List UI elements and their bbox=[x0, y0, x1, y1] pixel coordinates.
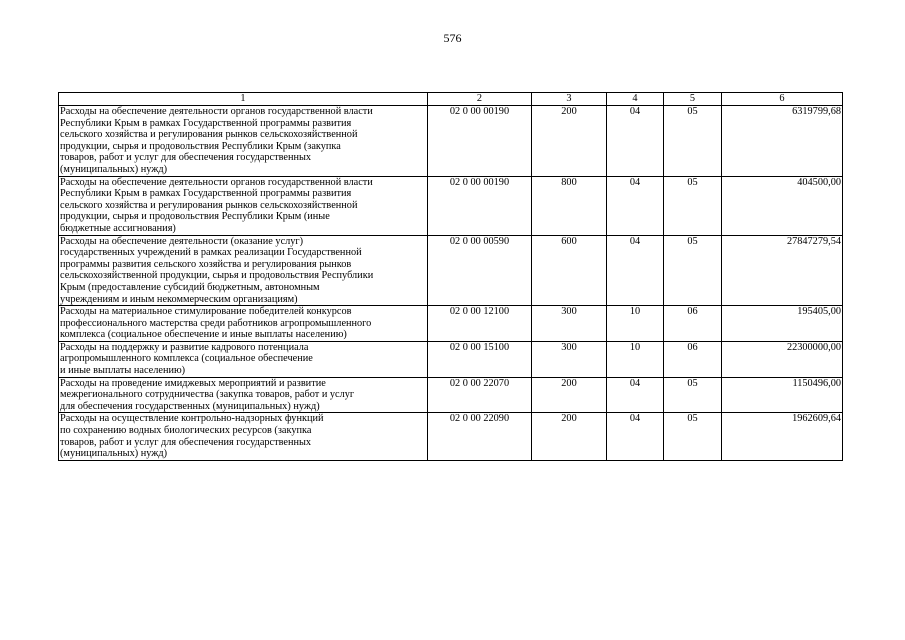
column-header: 6 bbox=[722, 93, 843, 106]
section-code: 04 bbox=[607, 377, 664, 413]
target-article-code: 02 0 00 22090 bbox=[428, 413, 532, 460]
section-code: 10 bbox=[607, 341, 664, 377]
column-header: 2 bbox=[428, 93, 532, 106]
row-description: Расходы на обеспечение деятельности органов государственной власти Республики Крым в рамках Государственной программы развития сельского хозяйства и регулирования рынков сельскохозяйственной продукции, сырья и продовольствия Республики Крым (закупка товаров, работ и услуг для обеспечения государственных (муниципальных) нужд) bbox=[59, 106, 428, 177]
column-header: 5 bbox=[664, 93, 722, 106]
section-code: 04 bbox=[607, 413, 664, 460]
expense-type-code: 200 bbox=[532, 106, 607, 177]
subsection-code: 06 bbox=[664, 306, 722, 342]
column-header: 3 bbox=[532, 93, 607, 106]
target-article-code: 02 0 00 22070 bbox=[428, 377, 532, 413]
target-article-code: 02 0 00 15100 bbox=[428, 341, 532, 377]
row-description: Расходы на обеспечение деятельности (оказание услуг) государственных учреждений в рамках реализации Государственной программы развития сельского хозяйства и регулирования рынков сельскохозяйственной продукции, сырья и продовольствия Республики Крым (предоставление субсидий бюджетным, автономным учреждениям и иным некоммерческим организациям) bbox=[59, 235, 428, 306]
table-row bbox=[59, 106, 843, 177]
amount: 6319799,68 bbox=[722, 106, 843, 177]
column-header: 1 bbox=[59, 93, 428, 106]
target-article-code: 02 0 00 00590 bbox=[428, 235, 532, 306]
column-header: 4 bbox=[607, 93, 664, 106]
amount: 404500,00 bbox=[722, 176, 843, 235]
target-article-code: 02 0 00 12100 bbox=[428, 306, 532, 342]
amount: 195405,00 bbox=[722, 306, 843, 342]
amount: 22300000,00 bbox=[722, 341, 843, 377]
row-description: Расходы на осуществление контрольно-надзорных функций по сохранению водных биологических ресурсов (закупка товаров, работ и услуг для обеспечения государственных (муниципальных) нужд) bbox=[59, 413, 428, 460]
subsection-code: 05 bbox=[664, 413, 722, 460]
row-description: Расходы на обеспечение деятельности органов государственной власти Республики Крым в рамках Государственной программы развития сельского хозяйства и регулирования рынков сельскохозяйственной продукции, сырья и продовольствия Республики Крым (иные бюджетные ассигнования) bbox=[59, 176, 428, 235]
expense-type-code: 300 bbox=[532, 306, 607, 342]
subsection-code: 05 bbox=[664, 106, 722, 177]
row-description: Расходы на поддержку и развитие кадрового потенциала агропромышленного комплекса (социальное обеспечение и иные выплаты населению) bbox=[59, 341, 428, 377]
section-code: 10 bbox=[607, 306, 664, 342]
expense-type-code: 200 bbox=[532, 413, 607, 460]
subsection-code: 06 bbox=[664, 341, 722, 377]
expense-type-code: 600 bbox=[532, 235, 607, 306]
expense-type-code: 200 bbox=[532, 377, 607, 413]
table-row bbox=[59, 341, 843, 377]
page-number: 576 bbox=[443, 31, 462, 45]
section-code: 04 bbox=[607, 235, 664, 306]
amount: 1150496,00 bbox=[722, 377, 843, 413]
subsection-code: 05 bbox=[664, 377, 722, 413]
expense-type-code: 300 bbox=[532, 341, 607, 377]
target-article-code: 02 0 00 00190 bbox=[428, 106, 532, 177]
row-description: Расходы на проведение имиджевых мероприятий и развитие межрегионального сотрудничества (закупка товаров, работ и услуг для обеспечения государственных (муниципальных) нужд) bbox=[59, 377, 428, 413]
table-row bbox=[59, 377, 843, 413]
amount: 1962609,64 bbox=[722, 413, 843, 460]
subsection-code: 05 bbox=[664, 176, 722, 235]
row-description: Расходы на материальное стимулирование победителей конкурсов профессионального мастерства среди работников агропромышленного комплекса (социальное обеспечение и иные выплаты населению) bbox=[59, 306, 428, 342]
amount: 27847279,54 bbox=[722, 235, 843, 306]
section-code: 04 bbox=[607, 176, 664, 235]
expense-type-code: 800 bbox=[532, 176, 607, 235]
table-row bbox=[59, 176, 843, 235]
table-row bbox=[59, 413, 843, 460]
table-row bbox=[59, 235, 843, 306]
subsection-code: 05 bbox=[664, 235, 722, 306]
budget-table bbox=[58, 92, 843, 461]
section-code: 04 bbox=[607, 106, 664, 177]
target-article-code: 02 0 00 00190 bbox=[428, 176, 532, 235]
table-row bbox=[59, 306, 843, 342]
table-header-row bbox=[59, 93, 843, 106]
